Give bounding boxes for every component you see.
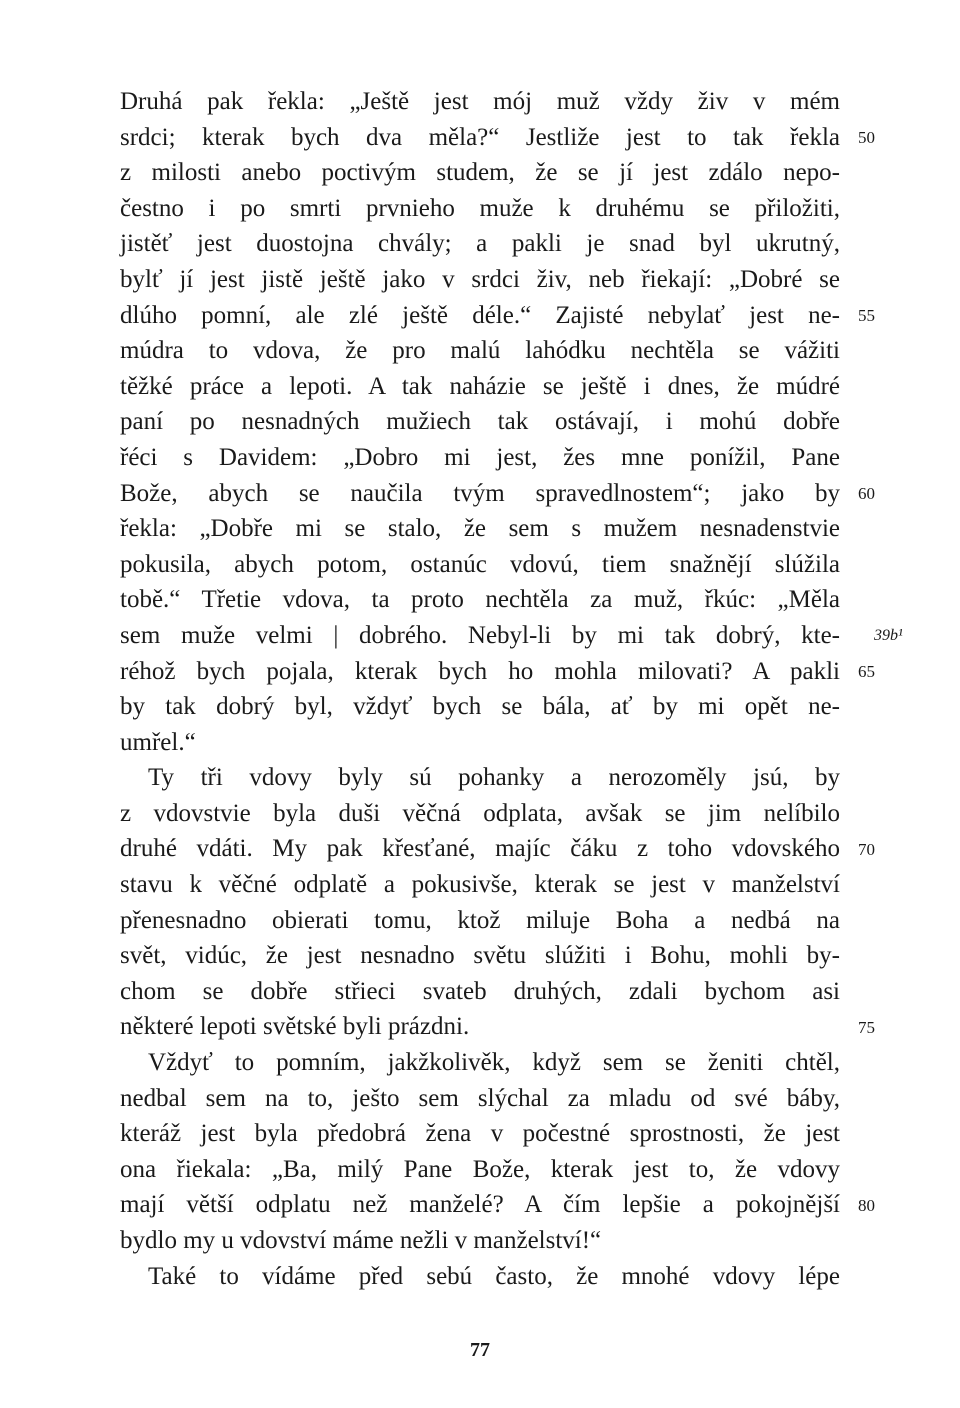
line-number: 75 [858, 1017, 875, 1037]
text-line: druhé vdáti. My pak křesťané, majíc čáku z toho vdovského [120, 835, 840, 863]
text-line: Vždyť to pomním, jakžkolivěk, když sem se ženiti chtěl, [148, 1049, 840, 1077]
text-line: Bože, abych se naučila tvým spravedlnostem“; jako by [120, 479, 840, 507]
text-line: z milosti anebo poctivým studem, že se jí jest zdálo nepo- [120, 159, 840, 187]
text-line: Ty tři vdovy byly sú pohanky a nerozoměly jsú, by [148, 764, 840, 792]
text-line: sem muže velmi | dobrého. Nebyl-li by mi tak dobrý, kte- [120, 621, 840, 649]
text-line: jistěť jest duostojna chvály; a pakli je snad byl ukrutný, [120, 230, 840, 258]
text-line: réhož bych pojala, kterak bych ho mohla milovati? A pakli [120, 657, 840, 685]
text-line: řekla: „Dobře mi se stalo, že sem s mužem nesnadenstvie [120, 515, 840, 543]
text-line: čestno i po smrti prvnieho muže k druhému se přiložiti, [120, 194, 840, 222]
text-line: bydlo my u vdovství máme nežli v manželství!“ [120, 1227, 602, 1254]
text-line: kteráž jest byla předobrá žena v počestné sprostnosti, že jest [120, 1120, 840, 1148]
text-line: by tak dobrý byl, vždyť bych se bála, ať by mi opět ne- [120, 693, 840, 721]
text-line: Druhá pak řekla: „Ještě jest mój muž vždy živ v mém [120, 88, 840, 115]
text-line: svět, vidúc, že jest nesnadno světu slúžiti i Bohu, mohli by- [120, 942, 840, 970]
text-line: některé lepoti světské byli prázdni. [120, 1013, 470, 1041]
text-line: tobě.“ Třetie vdova, ta proto nechtěla za muž, řkúc: „Měla [120, 586, 840, 614]
line-number: 65 [858, 661, 875, 681]
text-line: dlúho pomní, ale zlé ještě déle.“ Zajisté nebylať jest ne- [120, 301, 840, 329]
text-line: paní po nesnadných mužiech tak ostávají, i mohú dobře [120, 408, 840, 436]
body-text [120, 84, 840, 1294]
line-number: 50 [858, 127, 875, 147]
line-number: 55 [858, 305, 875, 325]
line-number: 60 [858, 483, 875, 503]
text-line: múdra to vdova, že pro malú lahódku nechtěla se vážiti [120, 337, 840, 365]
text-line: Také to vídáme před sebú často, že mnohé vdovy lépe [148, 1262, 840, 1290]
text-line: mají větší odplatu než manželé? A čím lepšie a pokojnější [120, 1191, 840, 1219]
text-line: stavu k věčné odplatě a pokusivše, kterak se jest v manželství [120, 871, 840, 899]
text-line: přenesnadno obierati tomu, ktož miluje Boha a nedbá na [120, 906, 840, 934]
page-number: 77 [470, 1339, 490, 1361]
text-line: z vdovstvie byla duši věčná odplata, avšak se jim nelíbilo [120, 799, 840, 827]
line-number: 80 [858, 1195, 875, 1215]
text-line: řéci s Davidem: „Dobro mi jest, žes mne ponížil, Pane [120, 443, 840, 471]
text-line: ona řiekala: „Ba, milý Pane Bože, kterak jest to, že vdovy [120, 1155, 840, 1183]
folio-marker: 39b¹ [874, 627, 903, 644]
text-line: umřel.“ [120, 728, 196, 756]
text-line: bylť jí jest jistě ještě jako v srdci živ, neb řiekají: „Dobré se [120, 265, 840, 293]
text-line: srdci; kterak bych dva měla?“ Jestliže jest to tak řekla [120, 123, 840, 151]
text-line: chom se dobře střieci svateb druhých, zdali bychom asi [120, 977, 840, 1005]
line-number: 70 [858, 839, 875, 859]
text-line: nedbal sem na to, ješto sem slýchal za mladu od své báby, [120, 1084, 840, 1112]
text-line: těžké práce a lepoti. A tak naházie se ještě i dnes, že múdré [120, 372, 840, 400]
text-line: pokusila, abych potom, ostanúc vdovú, tiem snažnějí slúžila [120, 550, 840, 578]
